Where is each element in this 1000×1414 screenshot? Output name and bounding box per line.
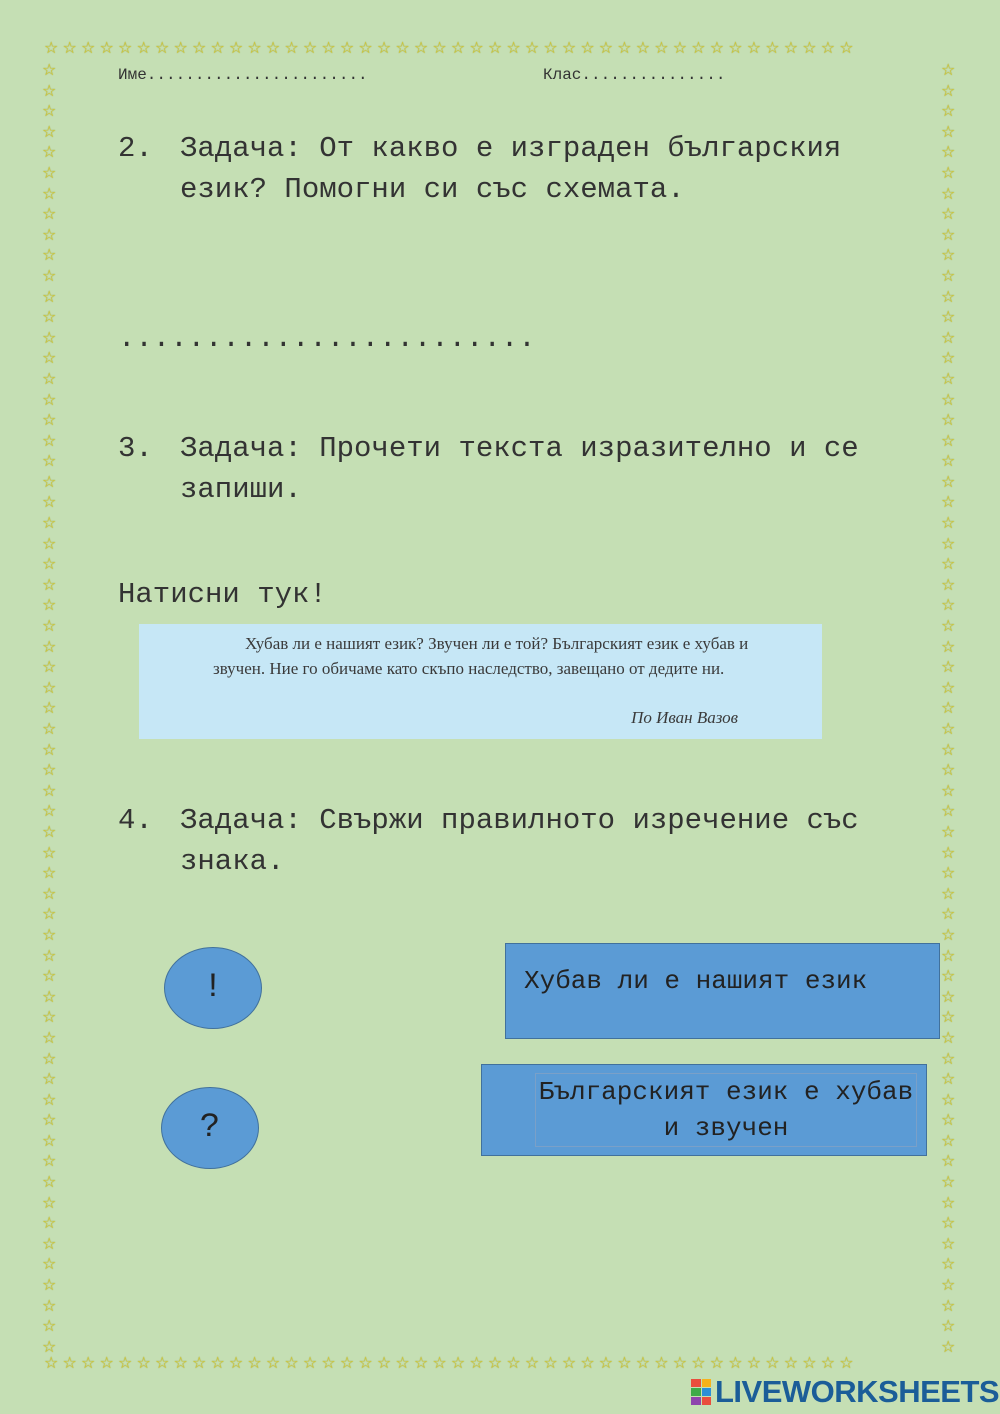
task-2-text: Задача: От какво е изграден българския език? Помогни си със схемата. (180, 132, 859, 206)
task-2-number: 2. (118, 132, 153, 165)
name-field: Име....................... (118, 66, 368, 84)
task-3 (118, 428, 880, 510)
sentence-second-text: Българският език е хубав и звучен (535, 1073, 917, 1147)
question-mark: ? (199, 1109, 221, 1147)
class-field: Клас............... (543, 66, 726, 84)
task-4-text: Задача: Свържи правилното изречение със знака. (180, 804, 877, 878)
exclamation-sign-oval[interactable] (164, 947, 262, 1029)
star-border-bottom: ☆☆☆☆☆☆☆☆☆☆☆☆☆☆☆☆☆☆☆☆☆☆☆☆☆☆☆☆☆☆☆☆☆☆☆☆☆☆☆☆☆☆☆☆ (44, 1353, 858, 1372)
sentence-first-text: Хубав ли е нашият език (524, 966, 868, 996)
task-4-number: 4. (118, 804, 153, 837)
question-sign-oval[interactable] (161, 1087, 259, 1169)
star-border-top: ☆☆☆☆☆☆☆☆☆☆☆☆☆☆☆☆☆☆☆☆☆☆☆☆☆☆☆☆☆☆☆☆☆☆☆☆☆☆☆☆☆☆☆☆ (44, 38, 858, 57)
quote-box (139, 624, 822, 739)
sentence-box-first[interactable] (505, 943, 940, 1039)
quote-text: Хубав ли е нашият език? Звучен ли е той? Българският език е хубав и звучен. Ние го обичаме като скъпо наследство, завещано от дедите ни. (213, 634, 749, 678)
quote-author: По Иван Вазов (631, 708, 738, 727)
click-here-link[interactable]: Натисни тук! (118, 578, 327, 611)
brand-name: LIVEWORKSHEETS (715, 1374, 1000, 1409)
liveworksheets-icon (691, 1379, 711, 1405)
task-3-number: 3. (118, 432, 153, 465)
sentence-box-second[interactable] (481, 1064, 927, 1156)
exclamation-mark: ! (202, 969, 224, 1007)
task-4 (118, 800, 880, 882)
task-2 (118, 128, 880, 210)
answer-line[interactable]: ........................ (118, 322, 536, 355)
star-border-left: ☆☆☆☆☆☆☆☆☆☆☆☆☆☆☆☆☆☆☆☆☆☆☆☆☆☆☆☆☆☆☆☆☆☆☆☆☆☆☆☆☆☆☆☆☆☆☆☆☆☆☆☆☆☆☆☆☆☆☆☆☆☆☆ (42, 60, 57, 1356)
star-border-right: ☆☆☆☆☆☆☆☆☆☆☆☆☆☆☆☆☆☆☆☆☆☆☆☆☆☆☆☆☆☆☆☆☆☆☆☆☆☆☆☆☆☆☆☆☆☆☆☆☆☆☆☆☆☆☆☆☆☆☆☆☆☆☆ (941, 60, 956, 1356)
liveworksheets-logo (691, 1374, 999, 1410)
task-3-text: Задача: Прочети текста изразително и се запиши. (180, 432, 877, 506)
